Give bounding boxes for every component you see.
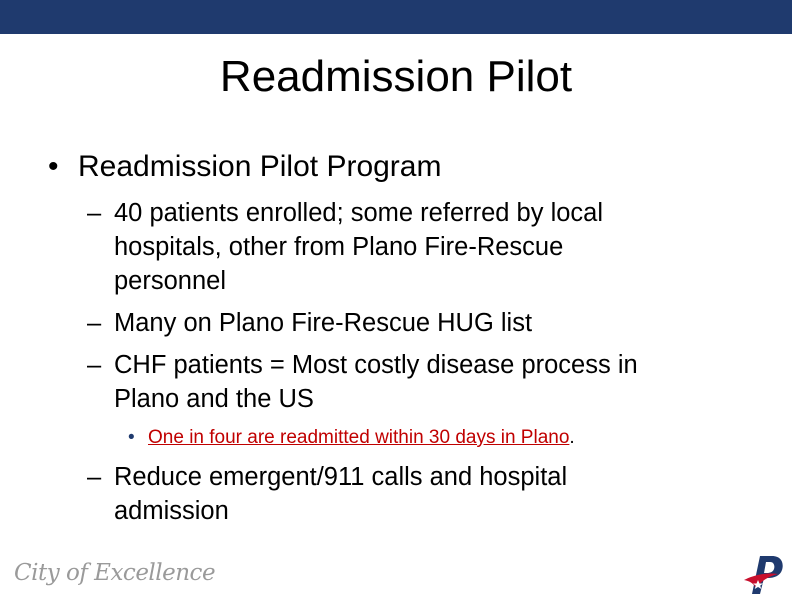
bullet-icon: • [48,150,59,183]
slide-title: Readmission Pilot [219,52,573,101]
plano-star-logo-icon [742,550,788,596]
sub-item-line: Plano and the US [114,385,314,413]
sub-item-line: admission [114,497,229,525]
sub-item-line: Reduce emergent/911 calls and hospital [114,463,568,491]
dash-marker: – [87,351,102,379]
city-of-excellence-logo: City of Excellence [14,560,216,586]
sub-item-line: hospitals, other from Plano Fire-Rescue [114,233,564,261]
readmission-rate-link[interactable]: One in four are readmitted within 30 days in Plano [148,427,570,448]
sub-item-line: 40 patients enrolled; some referred by local [114,199,604,227]
dash-marker: – [87,309,102,337]
period-text: . [569,427,575,448]
bullet-text: Readmission Pilot Program [78,150,442,183]
sub-item-line: CHF patients = Most costly disease process in [114,351,638,379]
bullet-icon: • [128,427,135,448]
dash-marker: – [87,463,102,491]
dash-marker: – [87,199,102,227]
top-banner-bar [0,0,792,34]
sub-item-line: Many on Plano Fire-Rescue HUG list [114,309,533,337]
sub-item-line: personnel [114,267,226,295]
